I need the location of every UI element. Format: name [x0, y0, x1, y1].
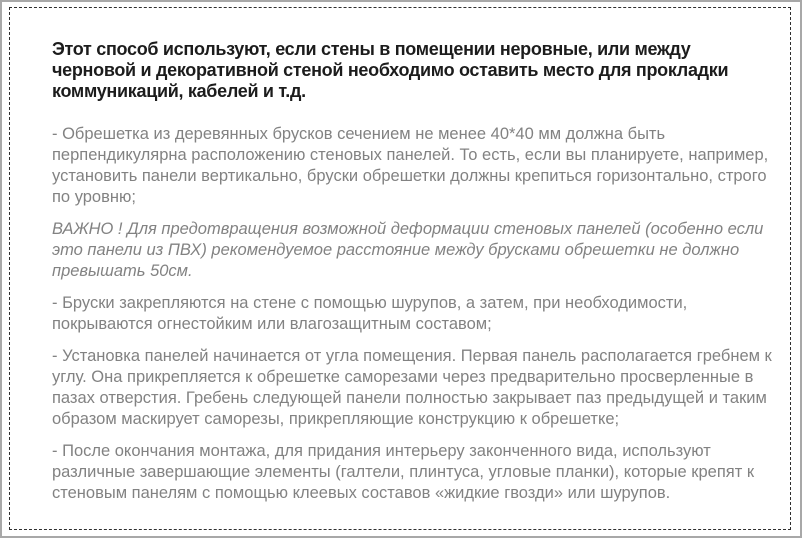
paragraph: - После окончания монтажа, для придания интерьеру законченного вида, используют различные завершающие элементы (галтели, плинтуса, угловые планки), которые крепят к стеновым панелям с помощью клеевых составов «жидкие гвозди» или шурупов.	[52, 442, 755, 502]
paragraph: ВАЖНО ! Для предотвращения возможной деформации стеновых панелей (особенно если это панели из ПВХ) рекомендуемое расстояние между брусками обрешетки не должно превышать 50см.	[52, 220, 764, 280]
document-heading: Этот способ используют, если стены в помещении неровные, или между черновой и декоративной стеной необходимо оставить место для прокладки коммуникаций, кабелей и т.д.	[52, 39, 729, 101]
paragraph: - Бруски закрепляются на стене с помощью шурупов, а затем, при необходимости, покрываются огнестойким или влагозащитным составом;	[52, 294, 688, 333]
document-content	[52, 39, 774, 515]
paragraph: - Обрешетка из деревянных брусков сечением не менее 40*40 мм должна быть перпендикулярна расположению стеновых панелей. То есть, если вы планируете, например, установить панели вертикально, бруски обрешетки должны крепиться горизонтально, строго по уровню;	[52, 125, 769, 206]
paragraph-list	[52, 124, 774, 504]
paragraph: - Установка панелей начинается от угла помещения. Первая панель располагается гребнем к углу. Она прикрепляется к обрешетке саморезами через предварительно просверленные в пазах отверстия. Гребень следующей панели полностью закрывает паз предыдущей и таким образом маскирует саморезы, прикрепляющие конструкцию к обрешетке;	[52, 347, 772, 428]
